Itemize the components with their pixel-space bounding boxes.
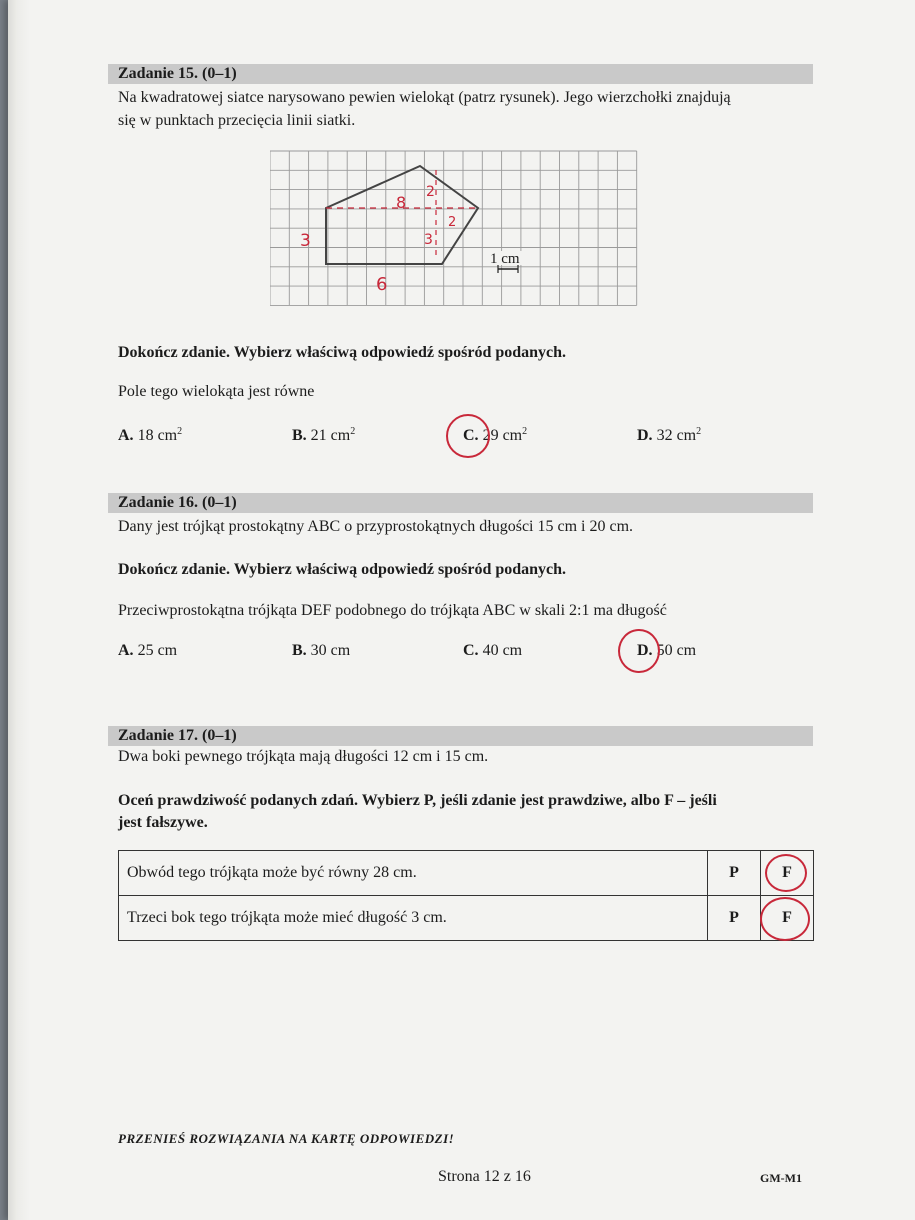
task16-option-c[interactable]	[463, 642, 522, 660]
task15-option-a[interactable]	[118, 426, 182, 445]
task17-instruction-line2: jest fałszywe.	[118, 814, 208, 831]
task16-option-a[interactable]	[118, 642, 177, 660]
option-letter: D.	[637, 427, 653, 444]
task16-instruction: Dokończ zdanie. Wybierz właściwą odpowiedź spośród podanych.	[118, 561, 567, 578]
answer-f[interactable]: F	[761, 851, 814, 896]
exam-code: GM-M1	[760, 1171, 802, 1185]
option-exponent: 2	[696, 426, 702, 437]
table-row	[119, 851, 814, 896]
option-exponent: 2	[177, 426, 183, 437]
task17-intro: Dwa boki pewnego trójkąta mają długości 12 cm i 15 cm.	[118, 748, 489, 765]
option-letter: B.	[292, 427, 307, 444]
task16-intro: Dany jest trójkąt prostokątny ABC o przyprostokątnych długości 15 cm i 20 cm.	[118, 518, 634, 535]
option-value: 25 cm	[137, 642, 178, 659]
true-false-table	[118, 850, 814, 941]
task15-question: Pole tego wielokąta jest równe	[118, 383, 315, 400]
annotation-6: 6	[376, 274, 388, 295]
answer-p[interactable]: P	[708, 896, 761, 941]
option-value: 40 cm	[482, 642, 523, 659]
statement-cell: Trzeci bok tego trójkąta może mieć długość 3 cm.	[119, 896, 708, 941]
task15-intro-line2: się w punktach przecięcia linii siatki.	[118, 112, 356, 129]
option-letter: B.	[292, 642, 307, 659]
scale-label: 1 cm	[490, 251, 520, 267]
option-value: 50 cm	[656, 642, 697, 659]
option-value: 30 cm	[310, 642, 351, 659]
task15-option-b[interactable]	[292, 426, 355, 445]
option-letter: A.	[118, 642, 134, 659]
answer-p[interactable]: P	[708, 851, 761, 896]
option-letter: C.	[463, 427, 479, 444]
polygon-grid-figure	[270, 148, 640, 318]
option-value: 29 cm	[482, 427, 523, 444]
task16-option-b[interactable]	[292, 642, 350, 660]
option-letter: D.	[637, 642, 653, 659]
task17-row1-answer-circle	[765, 854, 807, 892]
task15-answer-circle	[446, 414, 490, 458]
task16-answer-circle	[618, 629, 660, 673]
annotation-8: 8	[396, 193, 407, 212]
exam-page	[8, 0, 915, 1220]
option-value: 32 cm	[656, 427, 697, 444]
option-value: 18 cm	[137, 427, 178, 444]
task16-question: Przeciwprostokątna trójkąta DEF podobnego do trójkąta ABC w skali 2:1 ma długość	[118, 602, 667, 619]
page-edge	[8, 0, 30, 1220]
annotation-2a: 2	[426, 184, 435, 200]
page-number: Strona 12 z 16	[438, 1168, 531, 1185]
task16-title: Zadanie 16. (0–1)	[118, 494, 237, 511]
task17-row2-answer-circle	[760, 897, 810, 941]
table-row	[119, 896, 814, 941]
option-value: 21 cm	[310, 427, 351, 444]
annotation-2b: 2	[448, 215, 457, 230]
option-exponent: 2	[350, 426, 356, 437]
task17-instruction-line1: Oceń prawdziwość podanych zdań. Wybierz P, jeśli zdanie jest prawdziwe, albo F – jeśli	[118, 792, 717, 809]
option-letter: C.	[463, 642, 479, 659]
option-exponent: 2	[522, 426, 528, 437]
task15-intro-line1: Na kwadratowej siatce narysowano pewien wielokąt (patrz rysunek). Jego wierzchołki znajdują	[118, 89, 731, 106]
annotation-3-left: 3	[300, 231, 311, 251]
task15-title: Zadanie 15. (0–1)	[118, 65, 237, 82]
task15-instruction: Dokończ zdanie. Wybierz właściwą odpowiedź spośród podanych.	[118, 344, 567, 361]
statement-cell: Obwód tego trójkąta może być równy 28 cm.	[119, 851, 708, 896]
option-letter: A.	[118, 427, 134, 444]
task15-option-d[interactable]	[637, 426, 701, 445]
answer-f[interactable]: F	[761, 896, 814, 941]
annotation-3-inner: 3	[424, 232, 433, 248]
transfer-answers-notice: PRZENIEŚ ROZWIĄZANIA NA KARTĘ ODPOWIEDZI!	[118, 1131, 455, 1146]
task17-title: Zadanie 17. (0–1)	[118, 727, 237, 744]
